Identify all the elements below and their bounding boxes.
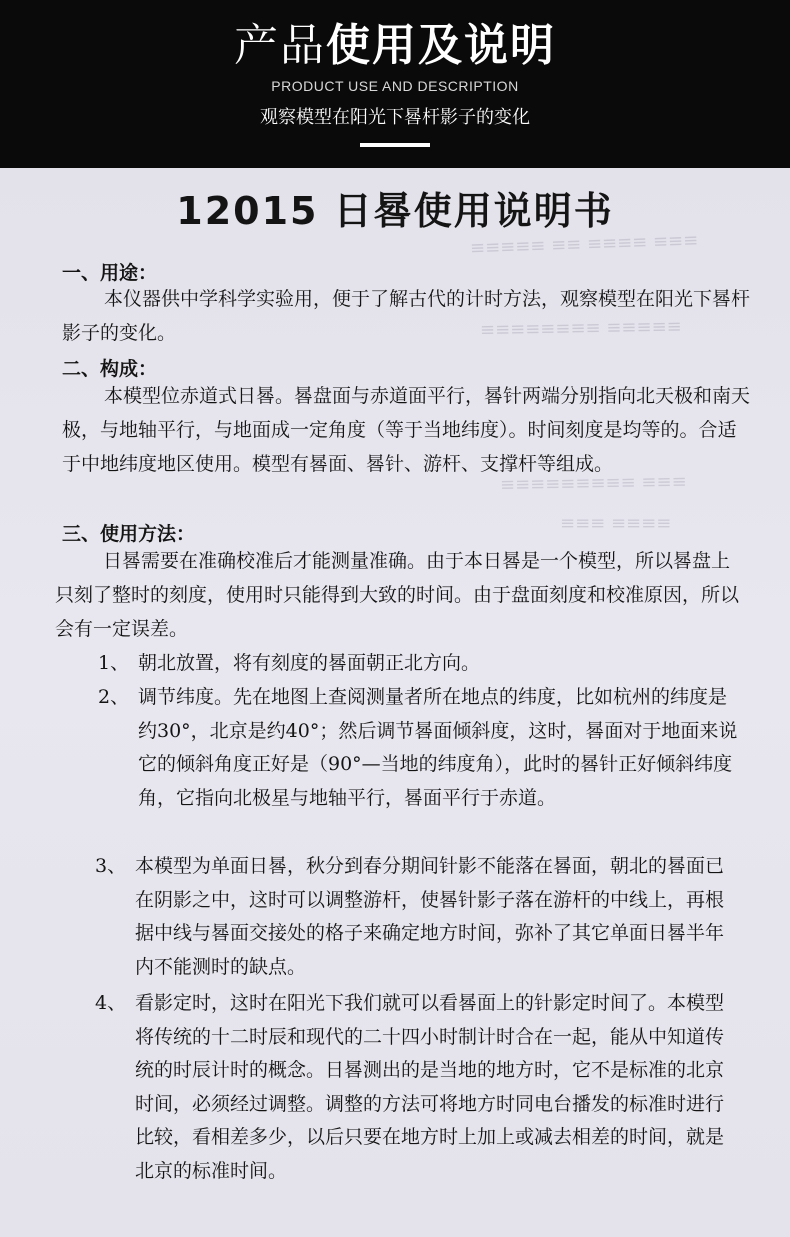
header-subtitle: PRODUCT USE AND DESCRIPTION <box>271 78 519 94</box>
step-text: 朝北放置，将有刻度的晷面朝正北方向。 <box>138 652 481 674</box>
header-divider <box>360 143 430 147</box>
page-header <box>0 0 790 168</box>
section-text-composition: 本模型位赤道式日晷。晷盘面与赤道面平行，晷针两端分别指向北天极和南天极，与地轴平行，与地面成一定角度（等于当地纬度）。时间刻度是均等的。合适于中地纬度地区使用。模型有晷面、晷针、游杆、支撑杆等组成。 <box>62 385 751 475</box>
step-number: 1、 <box>98 652 130 674</box>
bleed-through-texture: ≡≡≡≡≡≡≡≡ ≡≡≡≡≡ <box>479 316 682 341</box>
document-title: 12015 日晷使用说明书 <box>176 189 614 233</box>
header-title-light: 产品 <box>234 20 326 71</box>
bleed-through-texture: ≡≡≡ ≡≡≡≡ <box>560 513 672 534</box>
step-text: 看影定时，这时在阳光下我们就可以看晷面上的针影定时间了。本模型将传统的十二时辰和现代的二十四小时制计时合在一起，能从中知道传统的时辰计时的概念。日晷测出的是当地的地方时，它不是标准的北京时间，必须经过调整。调整的方法可将地方时同电台播发的标准时进行比较，看相差多少，以后只要在地方时上加上或减去相差的时间，就是北京的标准时间。 <box>135 992 725 1182</box>
step-text: 本模型为单面日晷，秋分到春分期间针影不能落在晷面，朝北的晷面已在阴影之中，这时可以调整游杆，使晷针影子落在游杆的中线上，再根据中线与晷面交接处的格子来确定地方时间，弥补了其它单面日晷半年内不能测时的缺点。 <box>135 855 725 978</box>
header-title <box>0 16 790 76</box>
section-heading-purpose: 一、用途： <box>62 262 158 284</box>
step-text: 调节纬度。先在地图上查阅测量者所在地点的纬度，比如杭州的纬度是约30°，北京是约40°；然后调节晷面倾斜度，这时，晷面对于地面来说它的倾斜角度正好是（90°—当地的纬度角），此时的晷针正好倾斜纬度角，它指向北极星与地轴平行，晷面平行于赤道。 <box>138 686 738 809</box>
section-heading-composition: 二、构成： <box>62 358 158 380</box>
bleed-through-texture: ≡≡≡≡≡≡≡≡≡ ≡≡≡ <box>499 471 687 496</box>
section-text-usage: 日晷需要在准确校准后才能测量准确。由于本日晷是一个模型，所以晷盘上只刻了整时的刻度，使用时只能得到大致的时间。由于盘面刻度和校准原因，所以会有一定误差。 <box>55 550 740 640</box>
header-caption: 观察模型在阳光下晷杆影子的变化 <box>260 107 530 128</box>
header-title-bold: 使用及说明 <box>326 20 556 71</box>
bleed-through-texture: ≡≡≡≡≡ ≡≡ ≡≡≡≡ ≡≡≡ <box>469 230 699 259</box>
section-text-purpose: 本仪器供中学科学实验用，便于了解古代的计时方法，观察模型在阳光下晷杆影子的变化。 <box>62 288 751 344</box>
instruction-sheet <box>0 168 790 1237</box>
step-number: 4、 <box>95 992 127 1014</box>
step-number: 3、 <box>95 855 127 877</box>
step-number: 2、 <box>98 686 130 708</box>
section-heading-usage: 三、使用方法： <box>62 523 196 545</box>
